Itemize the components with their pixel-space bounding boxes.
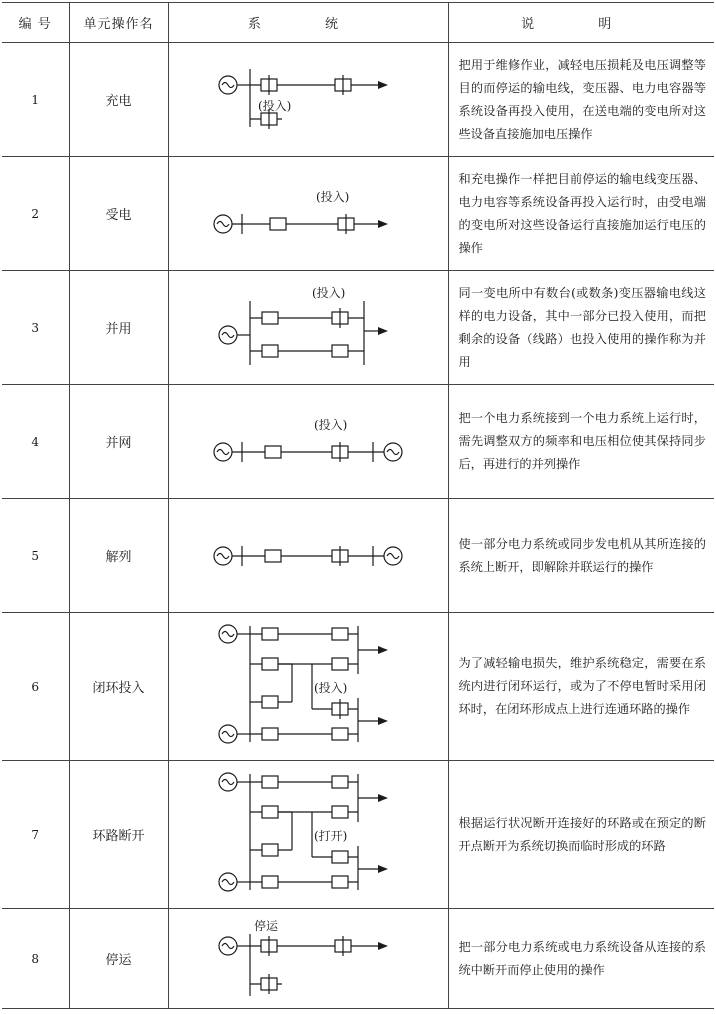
system-diagram — [168, 909, 448, 1009]
header-name: 单元操作名 — [69, 3, 168, 43]
table-row — [2, 157, 714, 271]
header-num: 编 号 — [2, 3, 69, 43]
operation-description: 把一部分电力系统或电力系统设备从连接的系统中断开而停止使用的操作 — [448, 909, 714, 1009]
row-number: 2 — [2, 157, 69, 271]
system-diagram — [168, 157, 448, 271]
operation-name: 闭环投入 — [69, 613, 168, 761]
system-diagram — [168, 613, 448, 761]
table-row — [2, 385, 714, 499]
diagram-parallel — [208, 283, 408, 373]
diagram-label: (投入) — [314, 680, 348, 695]
table-row — [2, 271, 714, 385]
operation-name: 并网 — [69, 385, 168, 499]
operation-name: 解列 — [69, 499, 168, 613]
operation-description: 根据运行状况断开连接好的环路或在预定的断开点断开为系统切换而临时形成的环路 — [448, 761, 714, 909]
operation-description: 同一变电所中有数台(或数条)变压器输电线这样的电力设备，其中一部分已投入使用，而把剩余的设备（线路）也投入使用的操作称为并用 — [448, 271, 714, 385]
operation-name: 充电 — [69, 43, 168, 157]
operation-description: 为了减轻输电损失，维护系统稳定，需要在系统内进行闭环运行，或为了不停电暂时采用闭环时，在闭环形成点上进行连通环路的操作 — [448, 613, 714, 761]
row-number: 3 — [2, 271, 69, 385]
row-number: 6 — [2, 613, 69, 761]
diagram-receive — [208, 179, 408, 249]
system-diagram — [168, 499, 448, 613]
row-number: 8 — [2, 909, 69, 1009]
table-row — [2, 499, 714, 613]
operations-table — [2, 2, 714, 1009]
row-number: 7 — [2, 761, 69, 909]
diagram-shutdown — [208, 916, 408, 1002]
operation-description: 和充电操作一样把目前停运的输电线变压器、电力电容等系统设备再投入运行时，由受电端的变电所对这些设备运行直接施加运行电压的操作 — [448, 157, 714, 271]
diagram-label: (投入) — [258, 98, 292, 113]
operation-description: 使一部分电力系统或同步发电机从其所连接的系统上断开，即解除并联运行的操作 — [448, 499, 714, 613]
diagram-label: (投入) — [312, 285, 346, 300]
operation-description: 把一个电力系统接到一个电力系统上运行时，需先调整双方的频率和电压相位使其保持同步后，再进行的并列操作 — [448, 385, 714, 499]
row-number: 5 — [2, 499, 69, 613]
table-row — [2, 43, 714, 157]
header-system: 系 统 — [168, 3, 448, 43]
operation-name: 停运 — [69, 909, 168, 1009]
diagram-label: (投入) — [314, 417, 348, 432]
diagram-loop-open — [208, 770, 408, 900]
operation-name: 并用 — [69, 271, 168, 385]
header-row — [2, 3, 714, 43]
diagram-label: (打开) — [314, 828, 348, 843]
row-number: 4 — [2, 385, 69, 499]
diagram-grid-connect — [208, 407, 408, 477]
diagram-label: 停运 — [254, 918, 279, 933]
system-diagram — [168, 271, 448, 385]
table-row — [2, 613, 714, 761]
operation-description: 把用于维修作业，减轻电压损耗及电压调整等目的而停运的输电线，变压器、电力电容器等系统设备再投入使用，在送电端的变电所对这些设备直接施加电压操作 — [448, 43, 714, 157]
header-desc: 说 明 — [448, 3, 714, 43]
operation-name: 环路断开 — [69, 761, 168, 909]
diagram-separation — [208, 531, 408, 581]
row-number: 1 — [2, 43, 69, 157]
table-row — [2, 761, 714, 909]
system-diagram — [168, 385, 448, 499]
diagram-loop-close — [208, 622, 408, 752]
system-diagram — [168, 43, 448, 157]
system-diagram — [168, 761, 448, 909]
diagram-charge — [208, 55, 408, 145]
table-row — [2, 909, 714, 1009]
diagram-label: (投入) — [316, 189, 350, 204]
operation-name: 受电 — [69, 157, 168, 271]
